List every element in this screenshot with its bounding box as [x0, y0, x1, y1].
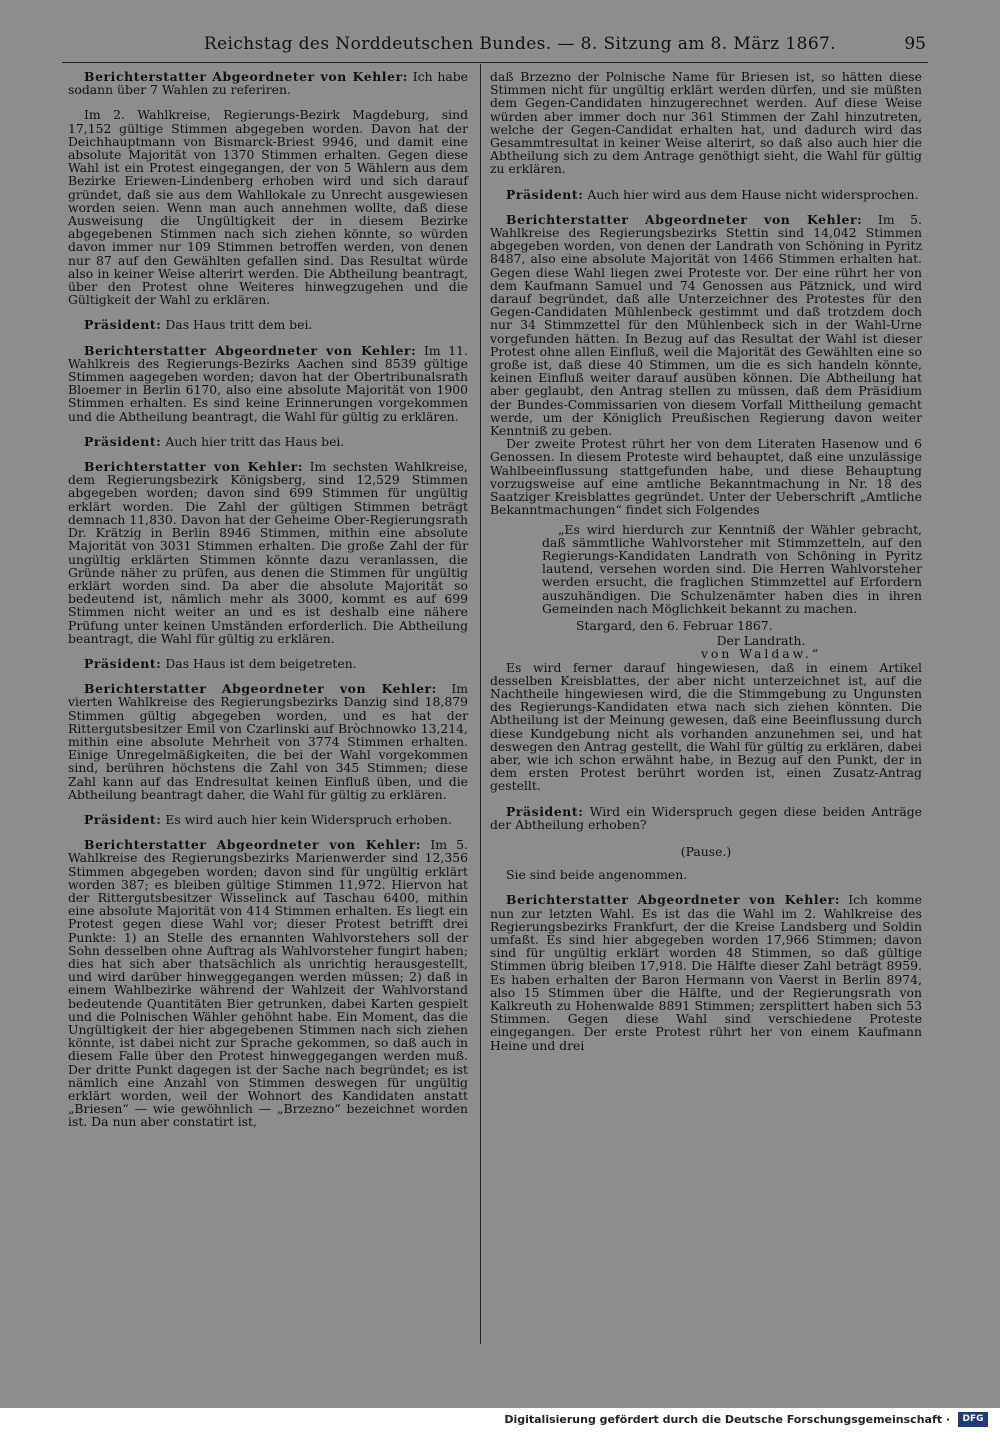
- speaker-label: Berichterstatter Abgeordneter von Kehler:: [84, 681, 437, 697]
- speech-paragraph: [490, 213, 922, 437]
- text-paragraph: [490, 868, 922, 881]
- right-column: [490, 70, 922, 1052]
- page-header: [170, 34, 940, 58]
- paragraph-text: Ich komme nun zur letzten Wahl. Es ist das die Wahl im 2. Wahlkreise des Regierungsbezirks Frankfurt, der die Kreise Landsberg und Soldin umfaßt. Es sind hier abgegeben worden 17,966 Stimmen; davon sind für ungültig erklärt worden 48 Stimmen, so daß gültige Stimmen übrig bleiben 17,918. Die Hälfte dieser Zahl beträgt 8959. Es haben erhalten der Baron Hermann von Vaerst in Berlin 8974, also 15 Stimmen über die Hälfte, und der Regierungsrath von Kalkreuth zu Hohenwalde 8891 Stimmen; zersplittert haben sich 53 Stimmen. Gegen diese Wahl sind verschiedene Proteste eingegangen. Der erste Protest rührt her von einem Kaufmann Heine und drei: [490, 892, 922, 1053]
- paragraph-text: Es wird auch hier kein Widerspruch erhoben.: [165, 811, 452, 827]
- left-column: [68, 70, 468, 1129]
- speech-paragraph: [68, 657, 468, 670]
- speech-paragraph: [68, 838, 468, 1128]
- speaker-label: Präsident:: [506, 803, 584, 819]
- speaker-label: Berichterstatter Abgeordneter von Kehler:: [506, 892, 840, 908]
- speaker-label: Berichterstatter Abgeordneter von Kehler:: [84, 342, 417, 358]
- speech-paragraph: [490, 805, 922, 831]
- paragraph-text: Ich habe sodann über 7 Wahlen zu referiren.: [68, 69, 468, 98]
- paragraph-text: Im 11. Wahlkreis des Regierungs-Bezirks Aachen sind 8539 gültige Stimmen aagegeben worden; davon hat der Obertribunalsrath Bloemer in Berlin 6170, also eine absolute Majorität von 1900 Stimmen erhalten. Es sind keine Erinnerungen vorgekommen und die Abtheilung beantragt, die Wahl für gültig zu erklären.: [68, 342, 468, 424]
- speaker-label: Präsident:: [506, 186, 584, 202]
- speech-paragraph: [490, 893, 922, 1051]
- text-paragraph: [490, 70, 922, 176]
- speaker-label: Präsident:: [84, 811, 162, 827]
- quoted-notice: „Es wird hierdurch zur Kenntniß der Wähler gebracht, daß sämmtliche Wahlvorsteher mit Stimmzetteln, auf den Regierungs-Kandidaten Landrath von Schöning in Pyritz lautend, versehen worden sind. Die Herren Wahlvorsteher werden ersucht, die fraglichen Stimmzettel auf Erfordern auszuhändigen. Die Schulzenämter haben dies in ihren Gemeinden nach Möglichkeit bekannt zu machen.: [542, 521, 922, 616]
- quote-signature-name: von Waldaw.“: [700, 646, 822, 662]
- speech-paragraph: [68, 70, 468, 96]
- speech-paragraph: [68, 318, 468, 331]
- speech-paragraph: [68, 460, 468, 645]
- quote-signature-title: Der Landrath.: [716, 633, 806, 649]
- speaker-label: Berichterstatter Abgeordneter von Kehler:: [84, 837, 422, 853]
- speech-paragraph: [68, 435, 468, 448]
- paragraph-text: Im 2. Wahlkreise, Regierungs-Bezirk Magdeburg, sind 17,152 gültige Stimmen abgegeben worden. Davon hat der Deichhauptmann von Bismarck-Briest 9946, und damit eine absolute Majorität von 1370 Stimmen erhalten. Gegen diese Wahl ist ein Protest eingegangen, der von 5 Wählern aus dem Bezirke Eriewen-Lindenberg erhoben wird und sich darauf gründet, daß sie aus dem Wahllokale zu Unrecht ausgewiesen worden seien. Wenn man auch annehmen wollte, daß diese Ausweisung die Ungültigkeit der in diesem Bezirke abgegebenen Stimmen nach sich ziehen könnte, so würden davon immer nur 109 Stimmen betroffen werden, von denen nur 87 auf den Gewählten gefallen sind. Das Resultat würde also in keiner Weise alterirt werden. Die Abtheilung beantragt, über den Protest ohne Weiteres hinwegzugehen und die Gültigkeit der Wahl zu erklären.: [68, 107, 468, 308]
- page-number: 95: [904, 34, 926, 54]
- speaker-label: Berichterstatter Abgeordneter von Kehler:: [84, 69, 408, 84]
- paragraph-text: Auch hier wird aus dem Hause nicht widersprochen.: [587, 186, 919, 202]
- speaker-label: Präsident:: [84, 433, 162, 449]
- running-title: Reichstag des Norddeutschen Bundes. — 8. Sitzung am 8. März 1867.: [203, 34, 837, 54]
- paragraph-text: Auch hier tritt das Haus bei.: [165, 433, 345, 449]
- paragraph-text: Das Haus ist dem beigetreten.: [165, 655, 357, 671]
- quote-place-date: Stargard, den 6. Februar 1867.: [576, 617, 773, 633]
- pause-note: (Pause.): [680, 843, 732, 859]
- text-paragraph: [490, 437, 922, 516]
- paragraph-text: Der zweite Protest rührt her von dem Literaten Hasenow und 6 Genossen. In diesem Proteste wird behauptet, daß eine unzulässige Wahlbeeinflussung stattgefunden habe, und diese Behauptung vorzugsweise auf eine amtliche Bekanntmachung in Nr. 18 des Saatziger Kreisblattes gegründet. Unter der Ueberschrift „Amtliche Bekanntmachungen“ findet sich Folgendes: [490, 436, 922, 518]
- paragraph-text: Im sechsten Wahlkreise, dem Regierungsbezirk Königsberg, sind 12,529 Stimmen abgegeben worden; davon sind 699 Stimmen für ungültig erklärt worden. Die Zahl der gültigen Stimmen beträgt demnach 11,830. Davon hat der Geheime Ober-Regierungsrath Dr. Krätzig in Berlin 8946 Stimmen, mithin eine absolute Majorität von 3031 Stimmen erhalten. Die große Zahl der für ungültig erklärten Stimmen könnte dazu veranlassen, die Gründe näher zu prüfen, aus denen die Stimmen für ungültig erklärt worden sind. Da aber die absolute Majorität so bedeutend ist, nämlich mehr als 3000, kommt es auf 699 Stimmen nicht weiter an und es ist deshalb eine nähere Prüfung unter keinen Umständen erforderlich. Die Abtheilung beantragt, die Wahl für gültig zu erklären.: [68, 459, 468, 646]
- speaker-label: Präsident:: [84, 317, 162, 333]
- paragraph-text: Es wird ferner darauf hingewiesen, daß in einem Artikel desselben Kreisblattes, der aber nicht unterzeichnet ist, auf die Nachtheile hingewiesen wird, die die Stimmgebung zu Ungunsten des Regierungs-Kandidaten etwa nach sich ziehen könnten. Die Abtheilung ist der Meinung gewesen, daß eine Beeinflussung durch diese Kundgebung nicht als vorhanden anzunehmen sei, und hat deswegen den Antrag gestellt, die Wahl für gültig zu erklären, dabei aber, wie ich schon erwähnt habe, in Bezug auf den Punkt, der in dem ersten Protest berührt worden ist, einen Zusatz-Antrag gestellt.: [490, 659, 922, 794]
- text-paragraph: [490, 661, 922, 793]
- header-rule: [62, 62, 928, 63]
- speech-paragraph: [490, 188, 922, 201]
- paragraph-text: Im vierten Wahlkreise des Regierungsbezirks Danzig sind 18,879 Stimmen gültig abgegeben worden, und es hat der Rittergutsbesitzer Emil von Czarlinski auf Bròchnowko 13,214, mithin eine absolute Mehrheit von 3774 Stimmen erhalten. Einige Unregelmäßigkeiten, die bei der Wahl vorgekommen sind, berühren höchstens die Zahl von 345 Stimmen; diese Zahl kann auf das Endresultat keinen Einfluß üben, und die Abtheilung beantragt daher, die Wahl für gültig zu erklären.: [68, 681, 468, 802]
- speaker-label: Präsident:: [84, 655, 162, 671]
- column-divider: [480, 64, 481, 1344]
- speech-paragraph: [68, 682, 468, 801]
- paragraph-text: Wird ein Widerspruch gegen diese beiden Anträge der Abtheilung erhoben?: [490, 803, 922, 832]
- paragraph-text: Das Haus tritt dem bei.: [165, 317, 313, 333]
- speaker-label: Berichterstatter Abgeordneter von Kehler:: [506, 211, 863, 227]
- speech-paragraph: [68, 344, 468, 423]
- paragraph-text: Im 5. Wahlkreise des Regierungsbezirks Marienwerder sind 12,356 Stimmen abgegeben worden; davon sind für ungültig erklärt worden 387; es bleiben gültige Stimmen 11,972. Hiervon hat der Rittergutsbesitzer Wisselinck auf Taschau 6400, mithin eine absolute Majorität von 414 Stimmen erhalten. Es liegt ein Protest gegen diese Wahl vor; dieser Protest betrifft drei Punkte: 1) an Stelle des ernannten Wahlvorstehers soll der Sohn desselben ohne Auftrag als Wahlvorsteher fungirt haben; dies hat sich aber thatsächlich als unrichtig herausgestellt, und wird darüber hinweggegangen werden müssen; 2) daß in einem Wahlbezirke während der Wahlzeit der Wahlvorstand bedeutende Quantitäten Bier getrunken, dabei Karten gespielt und die Polnischen Wähler gehöhnt habe. Ein Moment, das die Ungültigkeit der hier abgegebenen Stimmen nach sich ziehen könnte, ist dabei nicht zur Sprache gekommen, so daß auch in diesem Falle über den Protest hinweggegangen werden muß. Der dritte Punkt dagegen ist der Sache nach begründet; es ist nämlich eine Anzahl von Stimmen deswegen für ungültig erklärt worden, weil der Wohnort des Kandidaten anstatt „Briesen“ — wie gewöhnlich — „Brzezno“ bezeichnet worden ist. Da nun aber constatirt ist,: [68, 837, 468, 1130]
- paragraph-text: Im 5. Wahlkreise des Regierungsbezirks Stettin sind 14,042 Stimmen abgegeben worden, von denen der Landrath von Schöning in Pyritz 8487, also eine absolute Majorität von 1466 Stimmen erhalten hat. Gegen diese Wahl liegen zwei Proteste vor. Der eine rührt her von dem Kaufmann Samuel und 74 Genossen aus Pätznick, und wird darauf begründet, daß alle Unterzeichner des Protestes für den Gegen-Candidaten Mühlenbeck gestimmt und daß trotzdem doch nur 34 Stimmzettel für den Mühlenbeck sich in der Wahl-Urne vorgefunden hätten. In Bezug auf das Resultat der Wahl ist dieser Protest ohne allen Einfluß, weil die Majorität des Gewählten eine so große ist, daß diese 40 Stimmen, um die es sich handeln könnte, keinen Einfluß weiter darauf ausüben können. Die Abtheilung hat aber geglaubt, den Antrag stellen zu müssen, daß dem Präsidium der Bundes-Commissarien von diesem Vorfall Mittheilung gemacht werde, um der Königlich Preußischen Regierung davon weiter Kenntniß zu geben.: [490, 211, 922, 439]
- paragraph-text: Sie sind beide angenommen.: [506, 867, 688, 883]
- dfg-logo: DFG: [958, 1412, 988, 1427]
- paragraph-text: daß Brzezno der Polnische Name für Briesen ist, so hätten diese Stimmen nicht für ungültig erklärt werden dürfen, und sie müßten dem Gegen-Candidaten hinzugerechnet werden. Auf diese Weise würden aber immer doch nur 361 Stimmen der Zahl hinzutreten, welche der Gegen-Candidat erhalten hat, und dadurch wird das Gesammtresultat in keiner Weise alterirt, so daß also auch hier die Abtheilung sich zu dem Antrage genöthigt sieht, die Wahl für gültig zu erklären.: [490, 69, 922, 177]
- text-paragraph: [68, 108, 468, 306]
- funding-notice: Digitalisierung gefördert durch die Deutsche Forschungsgemeinschaft ·: [504, 1413, 950, 1426]
- speech-paragraph: [68, 813, 468, 826]
- speaker-label: Berichterstatter von Kehler:: [84, 459, 304, 475]
- footer-bar: [0, 1408, 1000, 1432]
